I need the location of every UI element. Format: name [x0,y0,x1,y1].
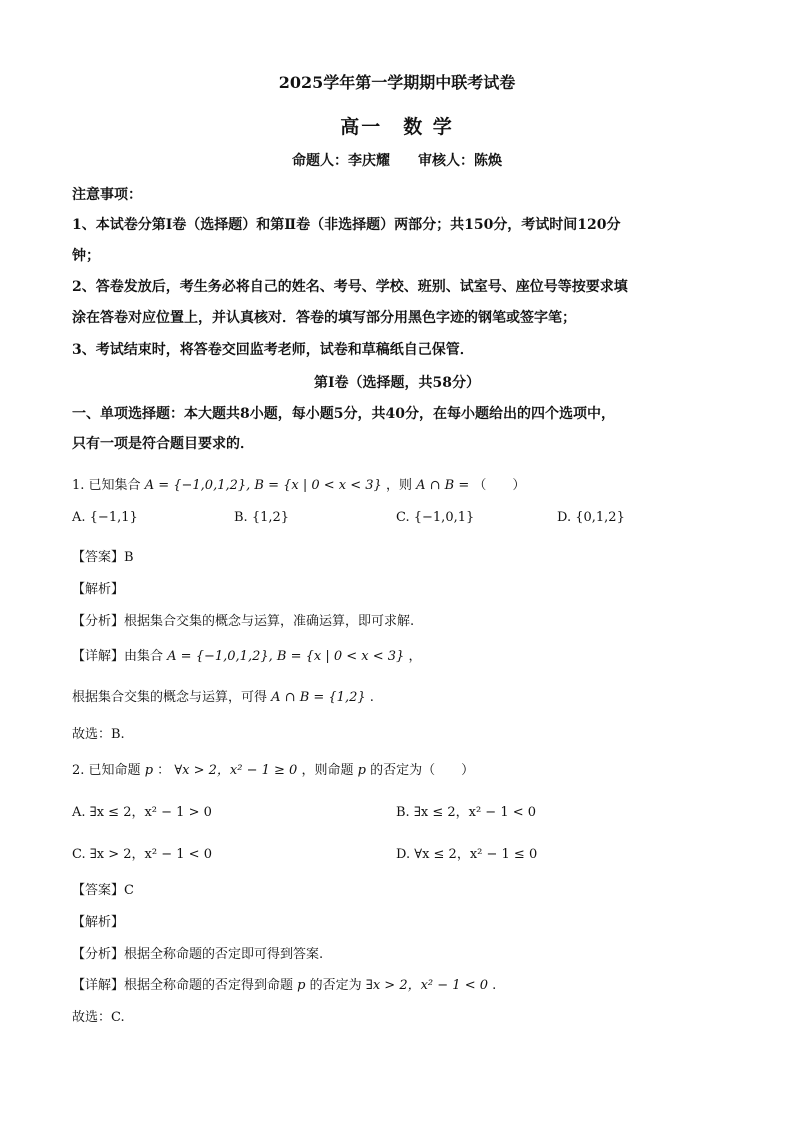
q1-line2-end: . [369,690,374,705]
q2-stem-mid: ： [157,763,171,778]
q1-stem-end: （ ） [473,478,526,493]
q2-stem-end: 的否定为（ ） [370,763,475,778]
part-title: 第Ⅰ卷（选择题，共58分） [313,375,481,391]
q2-stem-p: p [144,763,154,778]
q1-option-c: C. {−1,0,1} [396,510,475,525]
q2-xiangjie-mid: 的否定为 [309,978,362,993]
q1-answer: 【答案】B [72,550,134,565]
section-intro-a: 一、单项选择题：本大题共8小题，每小题5分，共40分，在每小题给出的四个选项中， [72,406,615,422]
exam-title: 2025学年第一学期期中联考试卷 [278,73,516,92]
note-1a: 1、本试卷分第Ⅰ卷（选择题）和第Ⅱ卷（非选择题）两部分；共150分，考试时间120分 [72,217,621,233]
q1-analysis-label: 【解析】 [72,582,125,597]
q2-stem [72,759,732,778]
q2-option-d: D. ∀x ≤ 2，x² − 1 ≤ 0 [396,847,538,862]
q2-option-b: B. ∃x ≤ 2，x² − 1 < 0 [396,805,537,820]
q2-choose: 故选：C. [72,1010,125,1025]
q1-stem-suffix: ，则 [385,478,412,493]
q1-line2-math: A ∩ B = {1,2} [271,690,366,705]
q1-xiangjie-math: A = {−1,0,1,2}, B = {x | 0 < x < 3} [167,649,405,664]
q2-stem-suffix: ，则命题 [301,763,354,778]
q1-xiangjie [72,645,732,664]
q1-option-a: A. {−1,1} [72,510,138,525]
q1-fenxi: 【分析】根据集合交集的概念与运算，准确运算，即可求解. [72,614,415,629]
note-2b: 涂在答卷对应位置上，并认真核对．答卷的填写部分用黑色字迹的钢笔或签字笔； [72,310,576,326]
q2-option-a: A. ∃x ≤ 2，x² − 1 > 0 [72,805,212,820]
notes-heading: 注意事项： [72,187,142,203]
q1-option-b: B. {1,2} [234,510,290,525]
q2-option-c: C. ∃x > 2，x² − 1 < 0 [72,847,212,862]
section-intro-b: 只有一项是符合题目要求的． [72,436,254,452]
q1-choose: 故选：B. [72,727,125,742]
q2-answer: 【答案】C [72,883,134,898]
q2-fenxi: 【分析】根据全称命题的否定即可得到答案. [72,947,324,962]
q2-xiangjie-math: ∃x > 2，x² − 1 < 0 [365,978,488,993]
q1-stem-math: A = {−1,0,1,2}, B = {x | 0 < x < 3} [144,478,382,493]
exam-subject: 高一 数 学 [340,116,454,138]
q1-stem-prefix: 1. 已知集合 [72,478,141,493]
q1-xiangjie-end: ， [408,649,422,664]
q2-xiangjie-p: p [297,978,306,993]
q2-xiangjie-end: . [492,978,497,993]
q2-stem-p2: p [357,763,366,778]
note-1b: 钟； [72,248,100,264]
q2-analysis-label: 【解析】 [72,915,125,930]
note-3: 3、考试结束时，将答卷交回监考老师，试卷和草稿纸自己保管． [72,342,474,358]
note-2a: 2、答卷发放后，考生务必将自己的姓名、考号、学校、班别、试室号、座位号等按要求填 [72,279,628,295]
q1-stem-math2: A ∩ B = [416,478,470,493]
q2-stem-prefix: 2. 已知命题 [72,763,141,778]
q1-line2 [72,686,732,705]
q2-xiangjie [72,974,732,993]
q1-line2-prefix: 根据集合交集的概念与运算，可得 [72,690,268,705]
q1-xiangjie-prefix: 【详解】由集合 [72,649,164,664]
q1-option-d: D. {0,1,2} [557,510,625,525]
q1-stem [72,474,732,493]
exam-authors: 命题人：李庆耀 审核人：陈焕 [292,153,502,169]
q2-xiangjie-prefix: 【详解】根据全称命题的否定得到命题 [72,978,294,993]
q2-stem-math: ∀x > 2，x² − 1 ≥ 0 [174,763,298,778]
